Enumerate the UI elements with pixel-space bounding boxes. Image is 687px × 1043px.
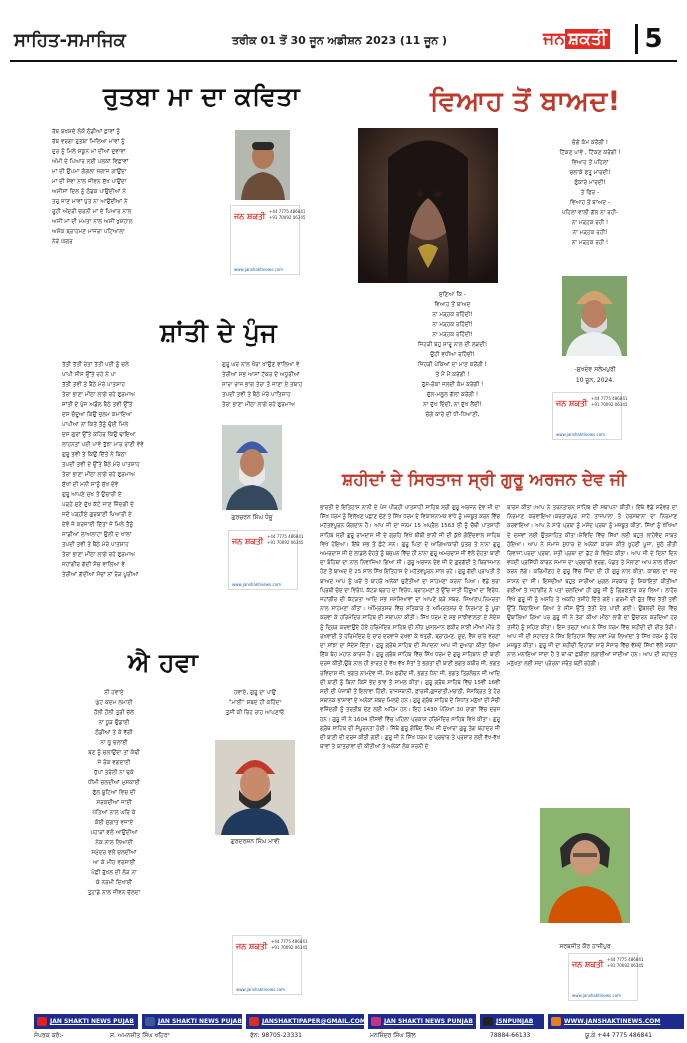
poem1-line: ਅਸੀਸਾਂ ਦਿਲ ਨੂੰ ਠੰਡਕ ਪਾਉਂਦੀਆਂ ਨੇ	[52, 189, 126, 195]
poem1-line: ਦੁਰ ਨੂੰ ਮਿਲੇ ਸਕੂਨ ਮਾਂ ਦੀਆਂ ਦੁਵਾਵਾਂ	[52, 149, 126, 155]
poem4-line: ਫੁੰਕਾਰੇ ਮਾਰਦੀ!	[574, 180, 606, 186]
twitter-label: JSNPUNJAB	[496, 1018, 534, 1025]
poem1-ad	[230, 205, 306, 275]
poem2-line: ਤੱਤੀ ਤਵੀ ਤੇ ਬੈਠੇ ਮੇਰੇ ਪਾਤਸ਼ਾਹ	[62, 382, 125, 388]
poem3-line: ਸਮੁੰਦਰ ਵਲੋਂ ਚਲਦੀਆਂ	[91, 850, 137, 856]
poem4-body-b	[390, 290, 515, 430]
poem3-line: ਪੰਛੀ ਰੁੱਖਲ ਦੀ ਲੋੜ ਨਾ	[91, 870, 137, 876]
footer-contact-phone-1: ਫੋਨ: 98705-23331	[250, 1032, 302, 1039]
poem2-line: ਜਹਾਂਗੀਰ ਗੱਦੀ ਸੋਚ ਵਾਲਿਆ ਵੇ	[62, 562, 125, 568]
poem4-title: ਵਿਆਹ ਤੋਂ ਬਾਅਦ!	[430, 86, 621, 117]
poem3-line: "ਮਾਈ" ਸ਼ਬਦ ਹੀ ਕਹਿੰਦਾ	[228, 700, 282, 706]
poem2-line: ਪਾਪੀ ਸੀਸ ਉੱਤੇ ਰਹੇ ਨੇ ਪਾ	[62, 372, 116, 378]
poem1-title: ਰੁਤਬਾ ਮਾ ਦਾ ਕਵਿਤਾ	[103, 82, 301, 111]
poem2-line: ਤੇਰੀਆਂ ਸਭ ਆਸਾਂ ਟੱਕਰ ਦੇ ਅਧੂਰੀਆਂ	[222, 372, 300, 378]
poem4-line: ਨਾ ਮੜ੍ਹਕ ਰਹਿੰਦੀ!	[432, 332, 473, 338]
poem4-line: ਟਿੱਕਣ ਪਾਵੇ , ਟਿੱਕਣ ਕਰੋਂਗੀ !	[559, 150, 621, 156]
poem2-line: ਪਾਪੀਆਂ ਨਾਂ ਕਿਤੇ ਤੈਨੂੰ ਢੋਈ ਮਿਲੇ	[62, 422, 129, 428]
poem1-line: ਨੇੜੇ ਘੱਗਰ	[52, 239, 73, 245]
poem3-line: ਠੰਡੀਆਂ ਤੇ ਕੇ ਵੱਗੀ	[95, 730, 133, 736]
poem4-line: ਤੇ ਮੈਂ ਮੈਂ ਕਰੇਂਗੀ !	[435, 372, 470, 378]
poem2-line: ਪੜ੍ਹੇ ਸੁਣੇ ਦੁੱਖ ਕੱਟੇ ਜਾਣ ਜ਼ਿੰਦਗੀ ਦੇ	[62, 502, 134, 508]
poem3-line: ਆ ਕੇ ਮੀਂਹ ਵਰਸਾਈਂ	[92, 860, 136, 866]
poem3-line: ਘੁੱਟ ਕਦਮ ਲਮਾਈ	[95, 700, 133, 706]
ad-logo: ਜਨ ਸ਼ਕਤੀ	[234, 212, 266, 221]
ad-logo: ਜਨ ਸ਼ਕਤੀ	[236, 942, 268, 951]
poem2-line: ਸ਼ਾਂਤੀ ਦੇ ਪੁੰਜ ਅਡੋਲ ਬੈਠੇ ਤਵੀ ਉੱਤੇ	[62, 402, 133, 408]
ad-logo: ਜਨ ਸ਼ਕਤੀ	[232, 537, 264, 546]
ad-phone-1: +44 7775 486841	[269, 209, 306, 214]
twitter-link[interactable]	[480, 1014, 544, 1029]
page-footer	[0, 1012, 687, 1043]
poem4-line: ਨਾ ਮੜ੍ਹਕ ਰਹਿੰਦੀ!	[432, 322, 473, 328]
poem2-line: ਗੁਰੂ ਤਵੀ ਤੇ ਕਿਉਂ ਦਿੱਤੇ ਨੇ ਬਿਠਾ	[62, 452, 127, 458]
poem4-line: ਜਿਹੜੀ ਪੇਕਿਆਂ ਦਾ ਮਾਣ ਕਰੇਂਗੀ !	[418, 362, 487, 368]
poem4-line: ਨਾ ਮੜ੍ਹਕ ਰਹੀ !	[571, 240, 609, 246]
youtube-link[interactable]	[34, 1014, 138, 1029]
ad-phone-1: +44 7775 486841	[271, 939, 308, 944]
poem3-body-right	[205, 688, 305, 728]
poem3-author: ਗੁਰਦਰਸ਼ਨ ਸਿੰਘ ਮਾਵੀ	[230, 838, 280, 845]
youtube-icon	[37, 1017, 47, 1026]
article-col-2: ਬਾਰਸ ਕੀਤਾ।ਆਪ ਨੇ ਤਰਨਤਾਰਨ ਸਾਹਿਬ ਦੀ ਸਥਾਪਨਾ ਕੀਤੀ। ਇੱਥੇ ਵੱਡੇ ਸਰੋਵਰ ਦਾ ਨਿਰਮਾਣ ਕਰਵਾਇਆ।ਕਰਤਾਰਪੁਰ ਸਾਹੇ ਤਾਜਪਾਲਾ ਤੋ ਹਰਸਥਾਨਾ ਦਾ ਨਿਰਮਾਣ ਕਰਵਾਇਆ। ਆਪ ਨੇ ਸਾਰੇ ਪ੍ਰਬਾ ਨੂੰ ਮਸੰਦ ਪ੍ਰਥਾ ਨੂੰ ਮਜ਼ਬੂਤ ਕੀਤਾ, ਸਿੱਖਾਂ ਨੂੰ ਖੱਖਿਆਂ ਦੇ ਦਸਵਾਂ ਲਈ ਉਤਸ਼ਾਹਿਤ ਕੀਤਾ।ਸ਼ੇਵਿਦਿ ਵਿੱਚ ਸਿੱਖਾਂ ਲਈ ਬਹੁਤ ਲਾਹੇਵੰਦ ਸਾਬਤ ਹੋਇਆ। ਆਪ ਨੇ ਸਮਾਜ ਸੁਧਾਰ ਦੇ ਅਨੇਕਾਂ ਕਾਰਜ ਕੀਤੇ ਖੂਹਣੀ ਪੂਜਾ, ਜੂਠੇ ਰੀਤੀ ਰਿਵਾਜਾਂ,ਪਰਦਾ ਪ੍ਰਥਾ, ਸਤੀ ਪ੍ਰਥਾ ਦਾ ਡੱਟ ਕੇ ਵਿਰੋਧ ਕੀਤਾ। ਆਪ ਜੀ ਦੇ ਦਿਨਾਂ ਦਿਨ ਵਧਦੀ ਪ੍ਰਸਿੱਧੀ ਕਾਰਨ ਸਮਾਜ ਦਾ ਪ੍ਰਚਾਰੀ ਵਰਗ, ਪੰਡਤ ਤੇ ਮੌਲਾਣਾ ਆਪ ਨਾਲ ਈਰਖਾ ਕਰਨ ਲੱਗੇ। ਕਰਿਮੀਣਹ ਦੇ ਗੁਰੂ ਵਿੱਚ ਜਿੰਦਾ ਦੀ ਹੀ ਗੁਰੂ ਨਾਲ ਕੀਤਾ, ਕਾਬਲ ਦਾ ਜਦ ਸ਼ਾਸਨ ਦਾ ਸੀ। ਇਸਦੀਆਂ ਬਹੁਤ ਸਾਰੀਆਂ ਮੁਗਲ ਸਰਕਾਰ ਨੂੰ ਸ਼ਿਕਾਇਤਾਂ ਕੀਤੀਆਂ ਗਈਆਂ ਤੇ ਜਹਾਂਗੀਰ ਨੇ ਪਤਾ ਚਲਦਿਆਂ ਹੀ ਗੁਰੂ ਜੀ ਨੂੰ ਗ੍ਰਿਫਤਾਰ ਕਰ ਲਿਆ। ਲਾਹੌਰ ਵਿਖੇ ਗੁਰੂ ਜੀ ਨੂੰ ਅਸਹਿ ਤੇ ਅਕਹਿ ਤਸੀਹੇ ਦਿੱਤੇ ਗਏ। ਗਰਮੀ ਦੀ ਰੁੱਤ ਵਿੱਚ ਤੱਤੀ ਤਵੀ ਉੱਤੇ ਬਿਠਾਇਆ ਗਿਆ ਤੇ ਸੀਸ ਉੱਤੇ ਤੱਤੀ ਰੇਤ ਪਾਈ ਗਈ। ਉਬਲਦੀ ਦੇਗ ਵਿੱਚ ਉਬਾਲਿਆ ਗਿਆ ਪਰ ਗੁਰੂ ਜੀ ਨੇ ਤੇਰਾ ਕੀਆ ਮੀਠਾ ਲਾਗੈ ਦਾ ਉਚਾਰਨ ਕਰਦਿਆਂ ਹਰ ਤਸੀਹੇ ਨੂੰ ਸਹਿਣ ਕੀਤਾ। ਇਸ ਤਰ੍ਹਾਂ ਆਪ ਨੇ ਸਿੱਖ ਧਰਮ ਵਿੱਚ ਸ਼ਹੀਦੀ ਦੀ ਰੀਤ ਤੋਰੀ। ਆਪ ਜੀ ਦੀ ਸ਼ਹਾਦਤ ਨੇ ਸਿੱਖ ਇਤਿਹਾਸ ਵਿੱਚ ਨਵਾਂ ਮੋੜ ਲਿਆਂਦਾ ਤੇ ਸਿੱਖ ਧਰਮ ਨੂੰ ਹੋਰ ਮਜ਼ਬੂਤ ਕੀਤਾ। ਗੁਰੂ ਜੀ ਦਾ ਸ਼ਹੀਦੀ ਦਿਹਾੜਾ ਸਾਰੇ ਸੰਸਾਰ ਵਿੱਚ ਵੱਸਦੇ ਸਿੱਖਾਂ ਵੱਲੋਂ ਸ਼ਰਧਾ ਨਾਲ ਮਨਾਇਆ ਜਾਂਦਾ ਹੈ ਤੇ ਥਾਂ-ਥਾਂ ਛਬੀਲਾਂ ਲਗਾਈਆਂ ਜਾਂਦੀਆਂ ਹਨ। ਆਪ ਦੀ ਸ਼ਹਾਦਤ ਮਨੁੱਖਤਾ ਲਈ ਸਦਾ ਪ੍ਰੇਰਨਾ ਸਰੋਤ ਬਣੀ ਰਹੇਗੀ।	[507, 505, 677, 668]
poem4-line: ਵਿਆਹ ਤੋਂ ਬਾਅਦ	[434, 302, 471, 308]
article-title: ਸ਼ਹੀਦਾਂ ਦੇ ਸਿਰਤਾਜ ਸ੍ਰੀ ਗੁਰੂ ਅਰਜਨ ਦੇਵ ਜੀ	[342, 470, 627, 490]
page-header	[0, 0, 687, 64]
email-link[interactable]	[246, 1014, 364, 1029]
poem4-line: ਤੇ ਫਿਰ -	[580, 190, 600, 196]
poem3-line: ਨੇਕ ਨਾਲ ਲਿਆਈਂ	[95, 840, 133, 846]
poem1-line: ਰੂਹੀ ਅੰਦਰੀ ਚਰਨੀ ਮਾਂ ਦੇ ਪਿਆਰ ਨਾਲ	[52, 209, 132, 215]
poem2-line: ਤੇਰਾ ਭਾਣਾ ਮੀਠਾ ਲਾਗੇ ਰਹੇ ਫੁਰਮਾਅ	[62, 392, 136, 398]
facebook-label: JAN SHAKTI NEWS PUJAB	[158, 1018, 242, 1025]
ad-phones	[267, 534, 303, 546]
poem3-line: ਨਾ ਲੂ ਚਲਾਈ	[100, 740, 128, 746]
poem3-line: ਬਣ ਨੂੰ ਚਲਾਉਂਦਾ ਤਾਂ ਕੰਢੀ	[88, 750, 140, 756]
ad-phones	[269, 209, 305, 221]
poem3-line: ਹੌਲੀ ਹੌਲੀ ਤੁਰੀ ਚੱਲੇ	[93, 710, 135, 716]
poem4-bride-photo	[358, 128, 498, 283]
poem2-line: ਲਾਹਨਤਾਂ ਪਈ ਪਾਵੇ ਤੁੱਝਾ ਮਾਰ ਰਾਣੀ ਵੇਵੇ	[62, 442, 144, 448]
poem4-line: ਜਿਹੜੀ ਬਹੁ ਸਾਰੂ ਨਾਲ ਦੀ ਲੜਦੀ!	[417, 342, 488, 348]
poem3-line: ਤੁਹਾਡੇ ਨਾਲ ਜੀਵਨ ਚੱਲਦਾ	[87, 890, 141, 896]
email-label: JANSHAKTIPAPER@GMAIL.COM	[262, 1018, 366, 1025]
poem3-line: ਸਰਕਦੀਆਂ ਜਾਈਂ	[96, 800, 132, 806]
poem1-line: ਰੱਬ ਬਖਸ਼ਦੇ ਲੋਕੋ ਠੰਡੀਆਂ ਛਾਵਾਂ ਨੂੰ	[52, 129, 121, 135]
poem2-line: ਗੁਰੂ ਆਪਣੇ ਮੁੱਖ ਤੋਂ ਉਚਾਰੀ ਏ	[62, 492, 122, 498]
poem4-line: ਦੁੱਲ-ਮਲੂਲ ਗੱਲਾਂ ਕਰੇਂਗੀ !	[426, 392, 479, 398]
edition-date: ਤਰੀਕ 01 ਤੋਂ 30 ਜੂਨ ਅਡੀਸ਼ਨ 2023 (11 ਜੂਨ )	[232, 34, 448, 47]
poem2-line: ਦੇਵੋ ਜੇ ਕਰਜਾਈ ਦਿੱਤਾ ਜੇ ਮਿਲੇ ਤੈਨੂੰ	[62, 522, 134, 528]
poem3-line: ਕੇ ਨਰਮੀ ਦਿਖਾਈਂ	[95, 880, 133, 886]
poem4-line: ਵਿਆਹ ਤੋਂ ਬਾਅਦ -	[569, 200, 611, 206]
footer-contact-name-2: ਮਨਜਿੰਦਰ ਸਿੰਘ ਗਿੱਲ	[370, 1032, 416, 1039]
poem4-line: ਚੰਗੇ ਕਾਰੇ ਦੀ ਧੀ-ਧਿਆਣੀ,	[425, 412, 480, 418]
poem4-line: ਨਾ ਮੜ੍ਹਕ ਰਹੀ!	[572, 230, 608, 236]
email-icon	[249, 1017, 259, 1026]
logo-shakti: ਸ਼ਕਤੀ	[565, 29, 610, 49]
poem1-author-photo	[235, 130, 290, 200]
logo-jan: ਜਨ	[543, 29, 565, 49]
poem3-line: ਨਾ ਧੂੜ ਉਡਾਈ	[98, 720, 130, 726]
poem4-line: ਨਾ ਦੁੱਖ ਦਿੰਦੀ, ਨਾ ਦੁੱਖ ਲੈਂਦੀ!	[423, 402, 482, 408]
poem2-ad	[228, 530, 304, 590]
article-author-photo	[540, 808, 630, 923]
poem2-title: ਸ਼ਾਂਤੀ ਦੇ ਪੁੰਜ	[160, 318, 278, 347]
ad-website: www.janshaktinews.com	[234, 267, 284, 272]
page-number: 5	[635, 24, 669, 54]
poem2-line: ਤੇਰਾ ਭਾਣਾ ਮੀਠਾ ਲਾਗੇ ਰਹੇ ਫੁਰਮਾਅ	[222, 402, 296, 408]
poem3-ad	[232, 935, 308, 995]
poem4-line: ਚਲਾਕੇ ਫਤੂ ਮਾਰਦੀ!	[569, 170, 611, 176]
footer-contact-uk: ਯੂ.ਕੇ +44 7775 486841	[585, 1032, 652, 1039]
instagram-label: JAN SHAKTI NEWS PUNJAB	[384, 1018, 473, 1025]
poem2-line: ਸੁੱਖਾਂ ਦੀ ਮਨੀ ਸਾਨੂੰ ਸੁੱਖ ਦੇਵੇ	[62, 482, 119, 488]
ad-phone-1: +44 7775 486841	[591, 396, 628, 401]
poem4-body-a	[525, 138, 655, 253]
poem2-line: ਤੇਰਾ ਭਾਣਾ ਮੀਠਾ ਲਾਗੇ ਰਹੇ ਫੁਰਮਾਅ	[62, 552, 136, 558]
poem3-body-left	[50, 688, 178, 933]
poem1-line: ਅਸੀਂ ਮਾਂ ਦੀ ਮਮਤਾ ਨਾਲ ਅਸੀਂ ਖੁਸ਼ਹਾਲ	[52, 219, 133, 225]
poem2-line: ਤੱਤੀ ਤੱਤੀ ਰੇਤਾ ਤੱਤੀ ਪਈ ਨੂੰ ਚਲੇ	[62, 362, 129, 368]
poem1-line: ਮਾਂ ਦੀ ਸੇਵਾ ਨਾਲ ਜੀਵਨ ਸੁੱਖ ਪਾਉਂਦਾ	[52, 179, 127, 185]
article-col-1: ਭਾਰਤੀ ਦੇ ਇਤਿਹਾਸ ਨਾਨੀ ਦੇ ਪੰਜ ਪੀੜ੍ਹੀ ਪਾਤਸ਼ਾਹੀ ਸਾਹਿਬ ਸ੍ਰੀ ਗੁਰੂ ਅਰਜਨ ਦੇਵ ਜੀ ਦਾ ਸਿੱਖ ਧਰਮ ਨੂੰ ਵਿਲੱਖਣ ਪਛਾਣ ਦੇਣ ਤੇ ਸਿੱਖ ਧਰਮ ਦੇ ਵਿਕਾਸਨਾਮਕ ਵਾਧੇ ਨੂੰ ਮਜ਼ਬੂਤ ਕਰਨ ਵਿੱਚ ਮਹੱਤਵਪੂਰਨ ਯੋਗਦਾਨ ਹੈ। ਆਪ ਜੀ ਦਾ ਜਨਮ 15 ਅਪ੍ਰੈਲ 1563 ਈ ਨੂੰ ਚੌਥੀ ਪਾਤਸ਼ਾਹੀ ਸਾਹਿਬ ਸ੍ਰੀ ਗੁਰੂ ਰਾਮਦਾਸ ਜੀ ਦੇ ਗ੍ਰਹਿ ਵਿਖੇ ਬੀਬੀ ਭਾਨੀ ਜੀ ਦੀ ਕੁੱਖੋਂ ਗੋਇੰਦਵਾਲ ਸਾਹਿਬ ਵਿਖੇ ਹੋਇਆ। ਇੱਥੇ ਸਭ ਤੋਂ ਛੋਟੇ ਸਨ। ਗੁਰੂ ਪਿਤਾ ਦੇ ਆਗਿਆਕਾਰੀ ਪੁੱਤਰ ਤੇ ਨਾਨਾ ਗੁਰੂ ਅਮਰਦਾਸ ਜੀ ਦੇ ਲਾਡਲੇ ਦੋਹਤੇ ਨੂੰ ਬਚਪਨ ਵਿੱਚ ਹੀ ਨਾਨਾ ਗੁਰੂ ਅਮਰਦਾਸ ਜੀ ਵੱਲੋਂ ਦੋਹਤਾ ਬਾਣੀ ਦਾ ਬੋਹਿਥਾ ਦਾ ਨਾਲ ਨਿਵਾਜਿਆ ਗਿਆ ਸੀ। ਗੁਰੂ ਅਰਜਨ ਦੇਵ ਜੀ ਦੇ ਗੁਰਗੱਦੀ ਤੇ ਬਿਰਾਜਮਾਨ ਹੋਣ ਤੋਂ ਬਾਅਦ ਦੇ 25 ਸਾਲ ਸਿੱਖ ਇਤਿਹਾਸ ਦੇ ਮਹੱਤਵਪੂਰਨ ਸਾਲ ਰਹੇ। ਗੁਰੂ ਗੱਦੀ ਪ੍ਰਾਪਤੀ ਤੋਂ ਬਾਅਦ ਆਪ ਨੂੰ ਘਰੋਂ ਤੇ ਬਾਹਰੋਂ ਅਨੇਕਾਂ ਚੁਣੌਤੀਆਂ ਦਾ ਸਾਹਮਣਾ ਕਰਨਾ ਪਿਆ। ਵੱਡੇ ਭਰਾ ਪ੍ਰਿਥੀ ਚੰਦ ਦਾ ਵਿਰੋਧ, ਕੱਟੜ ਬ੍ਰਾਹ ਦਾ ਵਿਰੋਧ, ਬ੍ਰਾਹਮਣਾਂ ਤੇ ਉੱਚ ਜਾਤੀ ਹਿੰਦੂਆਂ ਦਾ ਵਿਰੋਧ, ਜਹਾਂਗੀਰ ਦੀ ਕੱਟੜਤਾ ਆਦਿ ਸਭ ਸਮੱਸਿਆਵਾਂ ਦਾ ਆਪਣੇ ਬੜੇ ਸਬਰ, ਸਿਆਣਪ,ਨਿਮਰਤਾ ਨਾਲ ਸਾਹਮਣਾ ਕੀਤਾ। ਅੰਮ੍ਰਿਤਸਰ ਵਿੱਚ ਸਤਿਕਾਰ ਤੇ ਅਮ੍ਰਿਤਸਰ ਦੇ ਨਿਰਮਾਣ ਨੂੰ ਪੂਰਾ ਕਰਵਾ ਕੇ ਹਰਿਮੰਦਿਰ ਸਾਹਿਬ ਦੀ ਸਥਾਪਨਾ ਕੀਤੀ। ਸਿੱਖ ਧਰਮ ਦੇ ਸਭ ਸਾਂਝੀਵਾਲਤਾ ਦੇ ਸੰਦੇਸ਼ ਨੂੰ ਦ੍ਰਿੜ ਕਰਵਾਉਂਦੇ ਹੋਏ ਹਰਿਮੰਦਿਰ ਸਾਹਿਬ ਦੀ ਨੀਂਹ ਮੁਸਲਮਾਨ ਫਕੀਰ ਸਾਈਂ ਮੀਆਂ ਮੀਰ ਤੋਂ ਰਖਵਾਈ ਤੇ ਹਰਿਮੰਦਿਰ ਦੇ ਚਾਰ ਦਰਵਾਜ਼ੇ ਰਖਵਾ ਕੇ ਖੱਤ੍ਰੀ, ਬ੍ਰਾਹਮਣ, ਸ਼ੂਦ, ਵੈਸ਼ ਚਾਰੇ ਵਰਣਾਂ ਦਾ ਸਾਂਝਾ ਦਾ ਸੰਦੇਸ਼ ਦਿੱਤਾ। ਗੁਰੂ ਗ੍ਰੰਥ ਸਾਹਿਬ ਦੀ ਸੰਪਾਦਨਾ ਆਪ ਜੀ ਦੁਆਰਾ ਕੀਤਾ ਗਿਆ ਇੱਕ ਬੇਹ ਮਹਾਨ ਕਾਰਜ ਹੈ। ਗੁਰੂ ਗ੍ਰੰਥ ਸਾਹਿਬ ਵਿੱਚ ਸਿੱਖ ਧਰਮ ਦੇ ਗੁਰੂ ਸਾਹਿਬਾਨ ਦੀ ਬਾਣੀ ਦਰਜ ਕੀਤੀ,ਉਥੇ ਨਾਲ ਹੀ ਭਾਰਤ ਦੇ ਵੱਖ ਵੱਖ ਸੰਤਾਂ ਤੇ ਭਗਤਾਂ ਦੀ ਬਾਣੀ ਭਗਤ ਕਬੀਰ ਜੀ, ਭਗਤ ਰਵਿਦਾਸ ਜੀ, ਭਗਤ ਨਾਮਦੇਵ ਜੀ, ਸ਼ੇਖ ਫਰੀਦ ਜੀ, ਭਗਤ ਧੰਨਾ ਜੀ, ਭਗਤ ਤ੍ਰਿਲੋਚਨ ਜੀ ਆਦਿ ਦੀ ਬਾਣੀ ਨੂੰ ਬਿਨਾਂ ਕਿਸੇ ਭੇਦ ਭਾਵ ਤੋਂ ਸਾਮਲ ਕੀਤਾ। ਗੁਰੂ ਗ੍ਰੰਥ ਸਾਹਿਬ ਵਿੱਚ 15ਵੀਂ 16ਵੀਂ ਸਦੀ ਦੀ ਪੰਜਾਬੀ ਤੋਂ ਇਲਾਵਾ ਹਿੰਦੀ, ਰਾਜਸਥਾਨੀ, ਫ਼ਾਰਸੀ,ਗੁਜਰਾਤੀ,ਮਰਾਠੀ, ਸੰਸਕ੍ਰਿਤ ਤੇ ਹੋਰ ਸਥਾਨਕ ਭਾਸ਼ਾਵਾਂ ਦੇ ਅਨੇਕਾਂ ਸ਼ਬਦ ਮਿਲਦੇ ਹਨ। ਗੁਰੂ ਗ੍ਰੰਥ ਸਾਹਿਬ ਦੇ ਸਿਧਾਂਤ ਮਨੁੱਖਾਂ ਦੀ ਸੋਚੀ ਵਜ਼ਿੰਦਗੀ ਨੂੰ ਤਰਤੀਬ ਦੇਣ ਲਈ ਅਹਿਮ ਹਨ। ਇਹ 1430 ਪੰਨਿਆਂ 30 ਰਾਗਾਂ ਵਿੱਚ ਦਰਜ ਹਨ। ਗੁਰੂ ਜੀ ਨੇ 1604 ਈਸਵੀ ਵਿੱਚ ਪਹਿਲਾ ਪ੍ਰਕਾਸ਼ ਹਰਿਮੰਦਿਰ ਸਾਹਿਬ ਵਿਖੇ ਕੀਤਾ। ਗੁਰੂ ਗ੍ਰੰਥ ਸਾਹਿਬ ਦੀ ਸੰਪੂਰਨਤਾ ਹੋਈ। ਜਿੱਥੇ ਗੁਰੂ ਗੋਬਿੰਦ ਸਿੰਘ ਜੀ ਦੁਆਰਾ ਗੁਰੂ ਤੇਗ ਬਹਾਦਰ ਜੀ ਦੀ ਬਾਣੀ ਦੀ ਦਰਜ ਕੀਤੀ ਗਈ। ਗੁਰੂ ਜੀ ਨੇ ਸਿੱਖ ਧਰਮ ਦੇ ਪ੍ਰਚਾਰ ਤੇ ਪ੍ਰਸਾਰ ਲਈ ਵੱਖ-ਵੱਖ ਥਾਵਾਂ ਤੇ ਯਾਤਰਾਵਾਂ ਦੀ ਕੀਤੀਆਂ ਤੇ ਅਨੇਕਾਂ ਲੋਕ ਸ਼ਰਨੀ ਦੇ	[320, 505, 500, 751]
poem3-line: ਪੱਤਿਆਂ ਨਾਲ ਘਰਿ ਕੇ	[92, 810, 136, 816]
ad-phone-2: +91 70092 06345	[607, 963, 644, 968]
poem4-line: ਪਹਿਲਾਂ ਵਾਲੀ ਗੱਲ ਨਾ ਰਹੀ-	[561, 210, 619, 216]
ad-phone-2: +91 70092 06345	[271, 945, 308, 950]
poem4-line: ਸੁਣਿਆ ਕਿ -	[439, 292, 466, 298]
ad-website: www.janshaktinews.com	[232, 582, 282, 587]
facebook-icon	[145, 1017, 155, 1026]
article-author: ਸਰਬਜੀਤ ਕੌਰ ਹਾਜੀਪੁਰ	[559, 943, 611, 950]
facebook-link[interactable]	[142, 1014, 242, 1029]
section-title: ਸਾਹਿਤ-ਸਮਾਜਿਕ	[14, 30, 126, 51]
poem1-line: ਮਾਂ ਦੀ ਉਪਮਾ ਗੰਗਲਾ ਜਗਾਜ ਗਾਉਂਦਾ	[52, 169, 127, 175]
website-link[interactable]	[548, 1014, 684, 1029]
poem4-author-photo	[562, 276, 627, 356]
header-rule	[10, 60, 677, 62]
globe-icon	[551, 1017, 561, 1026]
ad-logo: ਜਨ ਸ਼ਕਤੀ	[556, 399, 588, 408]
poem2-line: ਦਸ ਚੰਦੂਆ ਕਿਉਂ ਜੁਲਮ ਕਮਾਇਆ	[62, 412, 133, 418]
poem4-author: -ਸੁਖਦੇਵ ਸਲੇਮਪੁਰੀ	[574, 366, 616, 373]
poem3-line: ਪਹਾੜਾਂ ਵਲੋਂ ਆਉਂਦੀਆਂ	[90, 830, 138, 836]
youtube-label: JAN SHAKTI NEWS PUJAB	[50, 1018, 134, 1025]
poem2-line: ਤੇਰਾ ਭਾਣਾ ਮੀਠਾ ਲਾਗੇ ਰਹੇ ਫੁਰਮਾਅ	[62, 472, 136, 478]
poem4-line: ਉਹੀ ਵਧੀਆ ਰਹਿੰਦੀ!	[430, 352, 475, 358]
poem2-line: ਤਪਦੀ ਤਵੀ ਤੇ ਬੈਠੇ ਮੇਰੇ ਪਾਤਿਸ਼ਾਹ	[222, 392, 291, 398]
ad-phone-2: +91 70092 06345	[267, 540, 304, 545]
poem2-author-photo	[222, 425, 282, 510]
poem4-line: ਵਿਆਹ ਤੋਂ ਪਹਿਲਾਂ	[571, 160, 609, 166]
poem2-body-left	[62, 360, 240, 610]
poem1-body	[52, 127, 232, 252]
instagram-icon	[371, 1017, 381, 1026]
ad-website: www.janshaktinews.com	[556, 432, 606, 437]
ad-phones	[271, 939, 307, 951]
poem4-ad	[552, 392, 628, 440]
poem3-author-photo	[215, 740, 295, 835]
poem2-line: ਸਾਰਾ ਰਾਜ ਭਾਗ ਤੇਰਾ ਤੋ ਜਾਣਾ ਏ ਤਬਾਹ	[222, 382, 303, 388]
footer-contact-label: ਸੰਪਰਕ ਕਰੋ:-	[34, 1032, 64, 1039]
poem1-line: ਅਸ਼ੋਕ ਬ੍ਰਾਹਮਣ ਮਾਜਰਾ ਪਟਿਆਲਾ	[52, 229, 125, 235]
poem4-line: ਨਾ ਮੜ੍ਹਕ ਰਹਿੰਦੀ!	[432, 312, 473, 318]
poem2-line: ਸਾਡੀਆਂ ਲਾਅਲਾਟਾ ਉਲੀ ਦ ਖਾਲਾ	[62, 532, 132, 538]
poem4-line: ਚੰਗੇ ਕੰਮ ਕਰੋਂਗੀ !	[571, 140, 609, 146]
poem2-line: ਗੁਰੂ ਘਰ ਨਾਲ ਖੋਰਾ ਖਾਉਣ ਵਾਲਿਆ ਵੇ	[222, 362, 300, 368]
footer-contact-name-1: ਸ. ਅਮਨਜੀਤ ਸਿੰਘ ਖਹਿਰਾ	[110, 1032, 170, 1039]
poem3-line: ਤੁਸੀਂ ਕੀ ਰਿਹ ਰਾਹ ਆਪਣਾਓ	[225, 710, 285, 716]
poem4-date: 10 ਜੂਨ, 2024.	[575, 377, 615, 384]
poem3-title: ਐ ਹਵਾ	[128, 648, 199, 677]
ad-phones	[591, 396, 627, 408]
masthead-logo	[520, 24, 633, 54]
instagram-link[interactable]	[368, 1014, 476, 1029]
poem2-line: ਤਪਦੀ ਤਵੀ ਦੇ ਉੱਤੇ ਬੈਠੇ ਮੇਰੇ ਪਾਤਸ਼ਾਹ	[62, 462, 140, 468]
poem2-line: ਤਪਦੀ ਤਵੀ ਤੇ ਬੈਠੇ ਮੇਰੇ ਪਾਤਸ਼ਾਹ	[62, 542, 129, 548]
poem3-line: ਫੁੱਲ ਬੂਟਿਆਂ ਵਿਚ ਦੀ	[92, 790, 136, 796]
poem3-line: ਧੀਮੀ ਚਲਦੀਆਂ ਮੁਸਕਾਈ	[87, 780, 141, 786]
poem2-author: ਗੁਰਚਰਨ ਸਿੰਘ ਧੰਜੂ	[231, 514, 273, 521]
article-ad	[568, 953, 644, 1001]
poem3-line: ਹਵਾਏ, ਗੁਰੂ ਦਾ ਪਾਉਂ	[234, 690, 276, 696]
poem2-line: ਦਸ ਗੁਰਾਂ ਉੱਤੇ ਕਹਿਰ ਕਿਉਂ ਢਾਇਆ	[62, 432, 136, 438]
poem1-line: ਤਰੁ ਜਾਣ ਮਾਵਾਂ ਪੁੱਤ ਨਾ ਆਉਂਦੀਆਂ ਨੇ	[52, 199, 128, 205]
poem2-line: ਤੇਰੀਆਂ ਗੱਦੀਆਂ ਸੋਚਾਂ ਨਾਂ ਰੋੜ ਪੂਰੀਆਂ	[62, 572, 139, 578]
poem1-line: ਅੰਮੀ ਦੇ ਪਿਆਰ ਲਈ ਪਲਕਾਂ ਵਿਛਾਵਾਂ	[52, 159, 129, 165]
ad-website: www.janshaktinews.com	[236, 987, 286, 992]
ad-phone-2: +91 70092 06345	[591, 402, 628, 407]
poem3-line: ਨੀ ਹਵਾਏ	[104, 690, 124, 696]
twitter-icon	[483, 1017, 493, 1026]
ad-logo: ਜਨ ਸ਼ਕਤੀ	[572, 960, 604, 969]
ad-website: www.janshaktinews.com	[572, 993, 622, 998]
website-label: WWW.JANSHAKTINEWS.COM	[564, 1018, 661, 1025]
poem4-line: ਨਾ ਮੜ੍ਹਕ ਰਹੀ !	[571, 220, 609, 226]
poem3-line: ਜੇ ਰੋਕ ਵਗਦਾਈ	[97, 760, 131, 766]
ad-phone-1: +44 7775 486841	[607, 957, 644, 962]
ad-phones	[607, 957, 643, 969]
ad-phone-2: +91 70092 06345	[269, 215, 306, 220]
poem3-line: ਧੁੱਪਾਂ ਤਰੇਲੀ ਨਾ ਢਕੇ	[94, 770, 134, 776]
poem2-line: ਜਦੋਂ ਪੜ੍ਹੀਏ ਗੁਰਬਾਣੀ ਪਿਆਰੀ ਏ	[62, 512, 132, 518]
poem2-body-right	[222, 360, 362, 420]
footer-contact-phone-2: 78884-66133	[490, 1032, 531, 1039]
ad-phone-1: +44 7775 486841	[267, 534, 304, 539]
poem1-line: ਰੱਬ ਵਰਗਾ ਰੁਤਬਾ ਮਿਲਿਆ ਮਾਵਾਂ ਨੂੰ	[52, 139, 125, 145]
poem3-line: ਕੋਈ ਸੁਗਾਤ ਵਜਾਏ	[94, 820, 134, 826]
poem4-line: ਰੁੱਸ-ਰੋਕਾ ਜਲਦੀ ਕੰਮ ਕਰੇਂਗੀ !	[421, 382, 484, 388]
